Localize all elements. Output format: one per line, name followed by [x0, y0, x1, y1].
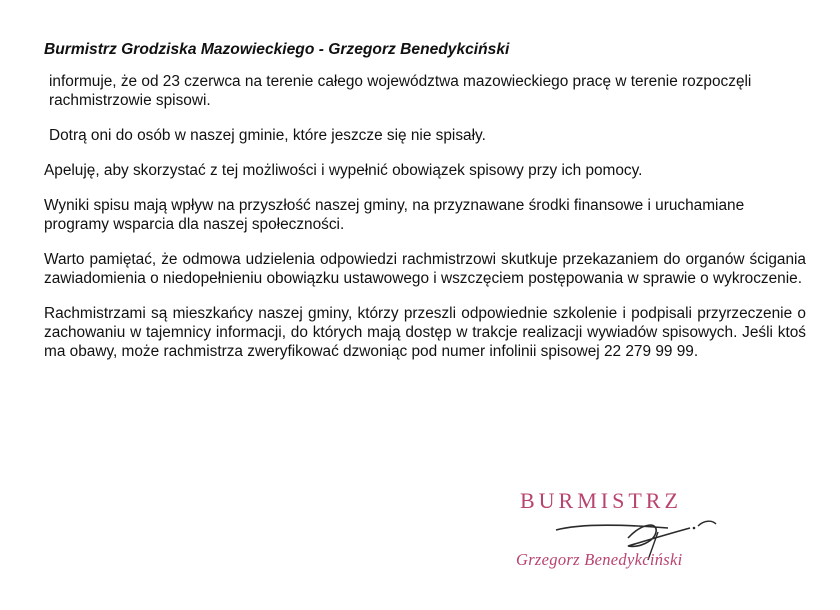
paragraph-appeal: Apeluję, aby skorzystać z tej możliwości i wypełnić obowiązek spisowy przy ich pomocy. [44, 162, 643, 179]
mayor-stamp [508, 488, 738, 578]
paragraph-reach: Dotrą oni do osób w naszej gminie, które jeszcze się nie spisały. [49, 127, 486, 144]
paragraph-results: Wyniki spisu mają wpływ na przyszłość naszej gminy, na przyznawane środki finansowe i uruchamiane programy wsparcia dla naszej społeczności. [44, 197, 745, 233]
paragraph-enumerators-info: Rachmistrzami są mieszkańcy naszej gminy, którzy przeszli odpowiednie szkolenie i podpisali przyrzeczenie o zachowaniu w tajemnicy informacji, do których mają dostęp w trakcje realizacji wywiadów spisowych. Jeśli ktoś ma obawy, może rachmistrza zweryfikować dzwoniąc pod numer infolinii spisowej 22 279 99 99. [44, 305, 806, 360]
stamp-name: Grzegorz Benedykciński [516, 550, 683, 569]
paragraph-refusal-warning: Warto pamiętać, że odmowa udzielenia odpowiedzi rachmistrzowi skutkuje przekazaniem do organów ścigania zawiadomienia o niedopełnieniu obowiązku ustawowego i wszczęciem postępowania w sprawie o wykroczenie. [44, 251, 806, 287]
paragraph-announcement: informuje, że od 23 czerwca na terenie całego województwa mazowieckiego pracę w terenie rozpoczęli rachmistrzowie spisowi. [49, 73, 752, 109]
document-body [44, 40, 806, 377]
stamp-title: BURMISTRZ [520, 488, 682, 513]
document-title: Burmistrz Grodziska Mazowieckiego - Grzegorz Benedykciński [44, 41, 510, 58]
